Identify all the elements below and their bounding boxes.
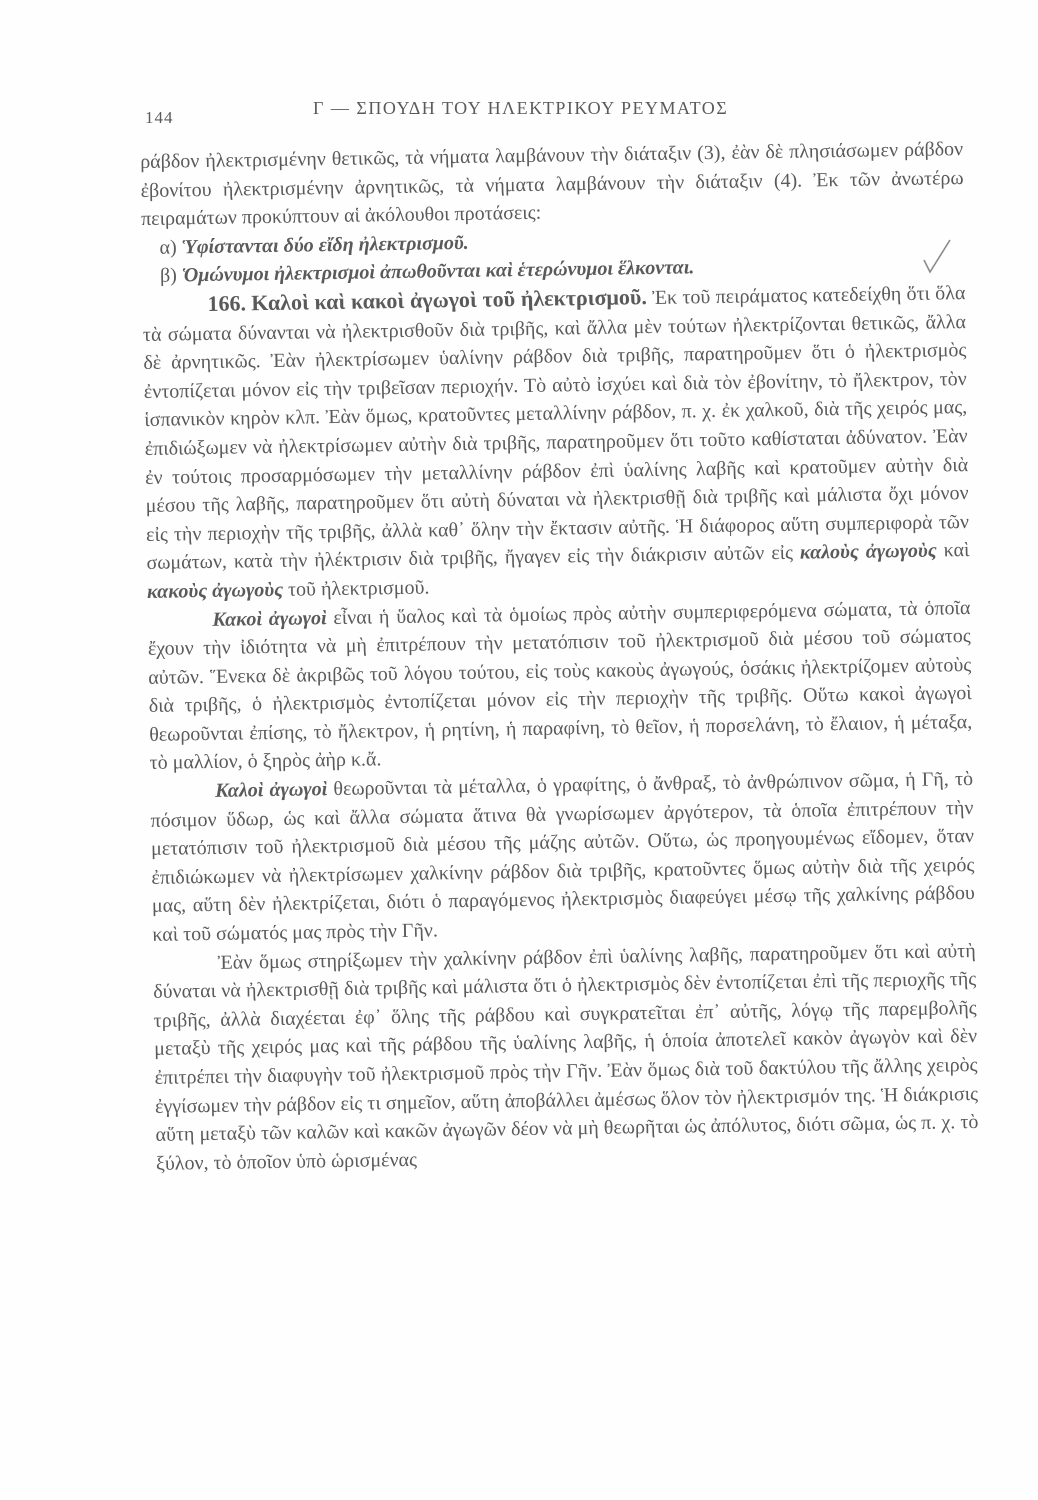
running-title: Γ — ΣΠΟΥΔΗ ΤΟΥ ΗΛΕΚΤΡΙΚΟΥ ΡΕΥΜΑΤΟΣ [313, 98, 729, 118]
section-number: 166. [207, 290, 247, 316]
final-paragraph: Ἐὰν ὅμως στηρίξωμεν τὴν χαλκίνην ράβδον ἐπὶ ὑαλίνης λαβῆς, παρατηροῦμεν ὅτι καὶ αὐτὴ δύναται νὰ ἠλεκτρισθῇ διὰ τριβῆς καὶ μάλιστα ὅτι ὁ ἠλεκτρισμὸς δὲν ἐντοπίζεται ἐπὶ τῆς περιοχῆς τῆς τριβῆς, ἀλλὰ διαχέεται ἐφ᾽ ὅλης τῆς ράβδου καὶ συγκρατεῖται ἐπ᾽ αὐτῆς, λόγῳ τῆς παρεμβολῆς μεταξὺ τῆς χειρός μας καὶ τῆς ράβδου τῆς ὑαλίνης λαβῆς, ἡ ὁποία ἀποτελεῖ κακὸν ἀγωγὸν καὶ δὲν ἐπιτρέπει τὴν διαφυγὴν τοῦ ἠλεκτρισμοῦ πρὸς τὴν Γῆν. Ἐὰν ὅμως διὰ τοῦ δακτύλου τῆς ἄλλης χειρὸς ἐγγίσωμεν τὴν ράβδον εἰς τι σημεῖον, αὕτη ἀποβάλλει ἀμέσως ὅλον τὸν ἠλεκτρισμόν της. Ἡ διάκρισις αὕτη μεταξὺ τῶν καλῶν καὶ κακῶν ἀγωγῶν δέον νὰ μὴ θεωρῆται ὡς ἀπόλυτος, διότι σῶμα, ὡς π. χ. τὸ ξύλον, τὸ ὁποῖον ὑπὸ ὡρισμένας [153, 939, 979, 1175]
proposition-marker: α) [159, 236, 177, 259]
bad-conductors-paragraph [147, 594, 973, 778]
page-number: 144 [145, 108, 174, 127]
good-conductors-term: Καλοὶ ἀγωγοὶ [214, 778, 328, 802]
term-bad-conductors: κακοὺς ἀγωγοὺς [146, 578, 284, 603]
intro-paragraph: ράβδον ἠλεκτρισμένην θετικῶς, τὰ νήματα λαμβάνουν τὴν διάταξιν (3), ἐὰν δὲ πλησιάσωμεν ράβδον ἐβονίτου ἠλεκτρισμένην ἀρνητικῶς, τὰ νήματα λαμβάνουν τὴν διάταξιν (4). Ἐκ τῶν ἀνωτέρω πειραμάτων προκύπτουν αἱ ἀκόλουθοι προτάσεις: [140, 138, 964, 231]
conjunction: καὶ [936, 539, 970, 562]
section-166-paragraph [142, 278, 970, 606]
section-166-tail: τοῦ ἠλεκτρισμοῦ. [282, 576, 430, 601]
proposition-text: Ὁμώνυμοι ἠλεκτρισμοὶ ἀπωθοῦνται καὶ ἑτερώνυμοι ἕλκονται. [181, 256, 695, 287]
section-title: Καλοὶ καὶ κακοὶ ἀγωγοὶ τοῦ ἠλεκτρισμοῦ. [251, 284, 648, 316]
proposition-text: Ὑφίστανται δύο εἴδη ἠλεκτρισμοῦ. [181, 231, 469, 259]
good-conductors-paragraph [150, 765, 976, 949]
section-166-text: Ἐκ τοῦ πειράματος κατεδείχθη ὅτι ὅλα τὰ σώματα δύνανται νὰ ἠλεκτρισθοῦν διὰ τριβῆς, καὶ ἄλλα μὲν τούτων ἠλεκτρίζονται θετικῶς, ἄλλα δὲ ἀρνητικῶς. Ἐὰν ἠλεκτρίσωμεν ὑαλίνην ράβδον διὰ τριβῆς, παρατηροῦμεν ὅτι ὁ ἠλεκτρισμὸς ἐντοπίζεται μόνον εἰς τὴν τριβεῖσαν περιοχήν. Τὸ αὐτὸ ἰσχύει καὶ διὰ τὸν ἐβονίτην, τὸ ἤλεκτρον, τὸν ἱσπανικὸν κηρὸν κλπ. Ἐὰν ὅμως, κρατοῦντες μεταλλίνην ράβδον, π. χ. ἐκ χαλκοῦ, διὰ τῆς χειρός μας, ἐπιδιώξωμεν νὰ ἠλεκτρίσωμεν αὐτὴν διὰ τριβῆς, παρατηροῦμεν ὅτι τοῦτο καθίσταται ἀδύνατον. Ἐὰν ἐν τούτοις προσαρμόσωμεν τὴν μεταλλίνην ράβδον ἐπὶ ὑαλίνης λαβῆς καὶ κρατοῦμεν αὐτὴν διὰ μέσου τῆς λαβῆς, παρατηροῦμεν ὅτι αὐτὴ δύναται νὰ ἠλεκτρισθῇ διὰ τριβῆς καὶ μάλιστα ὄχι μόνον εἰς τὴν περιοχὴν τῆς τριβῆς, ἀλλὰ καθ᾽ ὅλην τὴν ἔκτασιν αὐτῆς. Ἡ διάφορος αὕτη συμπεριφορὰ τῶν σωμάτων, κατὰ τὴν ἠλέκτρισιν διὰ τριβῆς, ἤγαγεν εἰς τὴν διάκρισιν αὐτῶν εἰς [142, 282, 970, 575]
bad-conductors-text: εἶναι ἡ ὕαλος καὶ τὰ ὁμοίως πρὸς αὐτὴν συμπεριφερόμενα σώματα, τὰ ὁποῖα ἔχουν τὴν ἰδιότητα νὰ μὴ ἐπιτρέπουν τὴν μετατόπισιν τοῦ ἠλεκτρισμοῦ διὰ μέσου τοῦ σώματος αὐτῶν. Ἕνεκα δὲ ἀκριβῶς τοῦ λόγου τούτου, εἰς τοὺς κακοὺς ἀγωγούς, ὁσάκις ἠλεκτρίζομεν αὐτοὺς διὰ τριβῆς, ὁ ἠλεκτρισμὸς ἐντοπίζεται μόνον εἰς τὴν περιοχὴν τῆς τριβῆς. Οὕτω κακοὶ ἀγωγοὶ θεωροῦνται ἐπίσης, τὸ ἤλεκτρον, ἡ ρητίνη, ἡ παραφίνη, τὸ θεῖον, ἡ πορσελάνη, τὸ ἔλαιον, ἡ μέταξα, τὸ μαλλίον, ὁ ξηρὸς ἀὴρ κ.ἄ. [147, 596, 973, 775]
page-body [140, 135, 979, 1178]
good-conductors-text: θεωροῦνται τὰ μέταλλα, ὁ γραφίτης, ὁ ἄνθραξ, τὸ ἀνθρώπινον σῶμα, ἡ Γῆ, τὸ πόσιμον ὕδωρ, ὡς καὶ ἄλλα σώματα ἅτινα θὰ γνωρίσωμεν ἀργότερον, τὰ ὁποῖα ἐπιτρέπουν τὴν μετατόπισιν τοῦ ἠλεκτρισμοῦ διὰ μέσου τῆς μάζης αὐτῶν. Οὕτω, ὡς προηγουμένως εἴδομεν, ὅταν ἐπιδιώκωμεν νὰ ἠλεκτρίσωμεν χαλκίνην ράβδον διὰ τριβῆς, κρατοῦντες ὅμως αὐτὴν διὰ τῆς χειρός μας, αὕτη δὲν ἠλεκτρίζεται, διότι ὁ παραγόμενος ἠλεκτρισμὸς διαφεύγει μέσῳ τῆς χαλκίνης ράβδου καὶ τοῦ σώματός μας πρὸς τὴν Γῆν. [150, 768, 975, 946]
proposition-marker: β) [159, 264, 178, 288]
term-good-conductors: καλοὺς ἀγωγοὺς [799, 539, 937, 564]
bad-conductors-term: Κακοὶ ἀγωγοὶ [212, 606, 327, 631]
